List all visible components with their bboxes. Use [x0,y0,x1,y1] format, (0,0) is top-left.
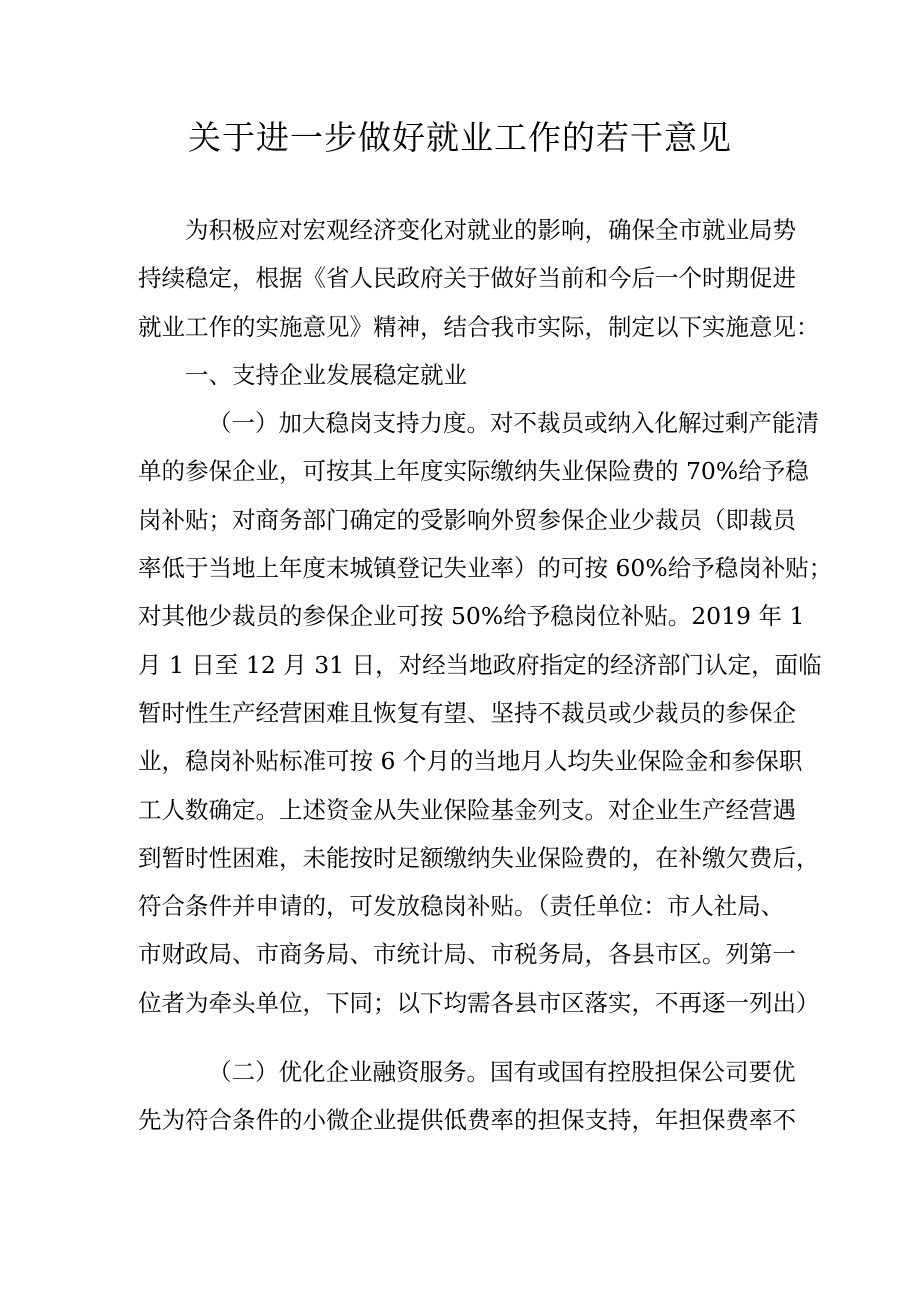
paragraph-block-2 [138,1048,796,1145]
text-line: 市财政局、市商务局、市统计局、市税务局，各县市区。列第一 [138,940,796,969]
text-line: 到暂时性困难，未能按时足额缴纳失业保险费的，在补缴欠费后， [138,843,820,872]
text-line: 岗补贴；对商务部门确定的受影响外贸参保企业少裁员（即裁员 [138,505,796,534]
document-title: 关于进一步做好就业工作的若干意见 [188,118,732,157]
text-line: 率低于当地上年度末城镇登记失业率）的可按 60%给予稳岗补贴； [138,554,833,583]
text-line: 对其他少裁员的参保企业可按 50%给予稳岗位补贴。2019 年 1 [138,602,805,631]
text-line: 月 1 日至 12 月 31 日，对经当地政府指定的经济部门认定，面临 [138,650,822,679]
text-line: 业，稳岗补贴标准可按 6 个月的当地月人均失业保险金和参保职 [138,747,803,776]
text-line: 单的参保企业，可按其上年度实际缴纳失业保险费的 70%给予稳 [138,457,809,486]
text-line: （一）加大稳岗支持力度。对不裁员或纳入化解过剩产能清 [208,409,819,438]
text-line: 就业工作的实施意见》精神，结合我市实际，制定以下实施意见： [138,312,820,341]
text-line: 先为符合条件的小微企业提供低费率的担保支持，年担保费率不 [138,1106,796,1135]
text-line: 工人数确定。上述资金从失业保险基金列支。对企业生产经营遇 [138,795,796,824]
text-line: （二）优化企业融资服务。国有或国有控股担保公司要优 [208,1058,796,1086]
text-line: 为积极应对宏观经济变化对就业的影响，确保全市就业局势 [185,216,796,244]
text-line: 位者为牵头单位，下同；以下均需各县市区落实，不再逐一列出） [138,988,820,1017]
text-line: 暂时性生产经营困难且恢复有望、坚持不裁员或少裁员的参保企 [138,698,796,727]
text-line: 持续稳定，根据《省人民政府关于做好当前和今后一个时期促进 [138,264,796,293]
paragraph-block-1 [138,206,833,1027]
text-line: 符合条件并申请的，可发放稳岗补贴。（责任单位：市人社局、 [138,892,785,921]
section-heading: 一、支持企业发展稳定就业 [185,360,467,389]
